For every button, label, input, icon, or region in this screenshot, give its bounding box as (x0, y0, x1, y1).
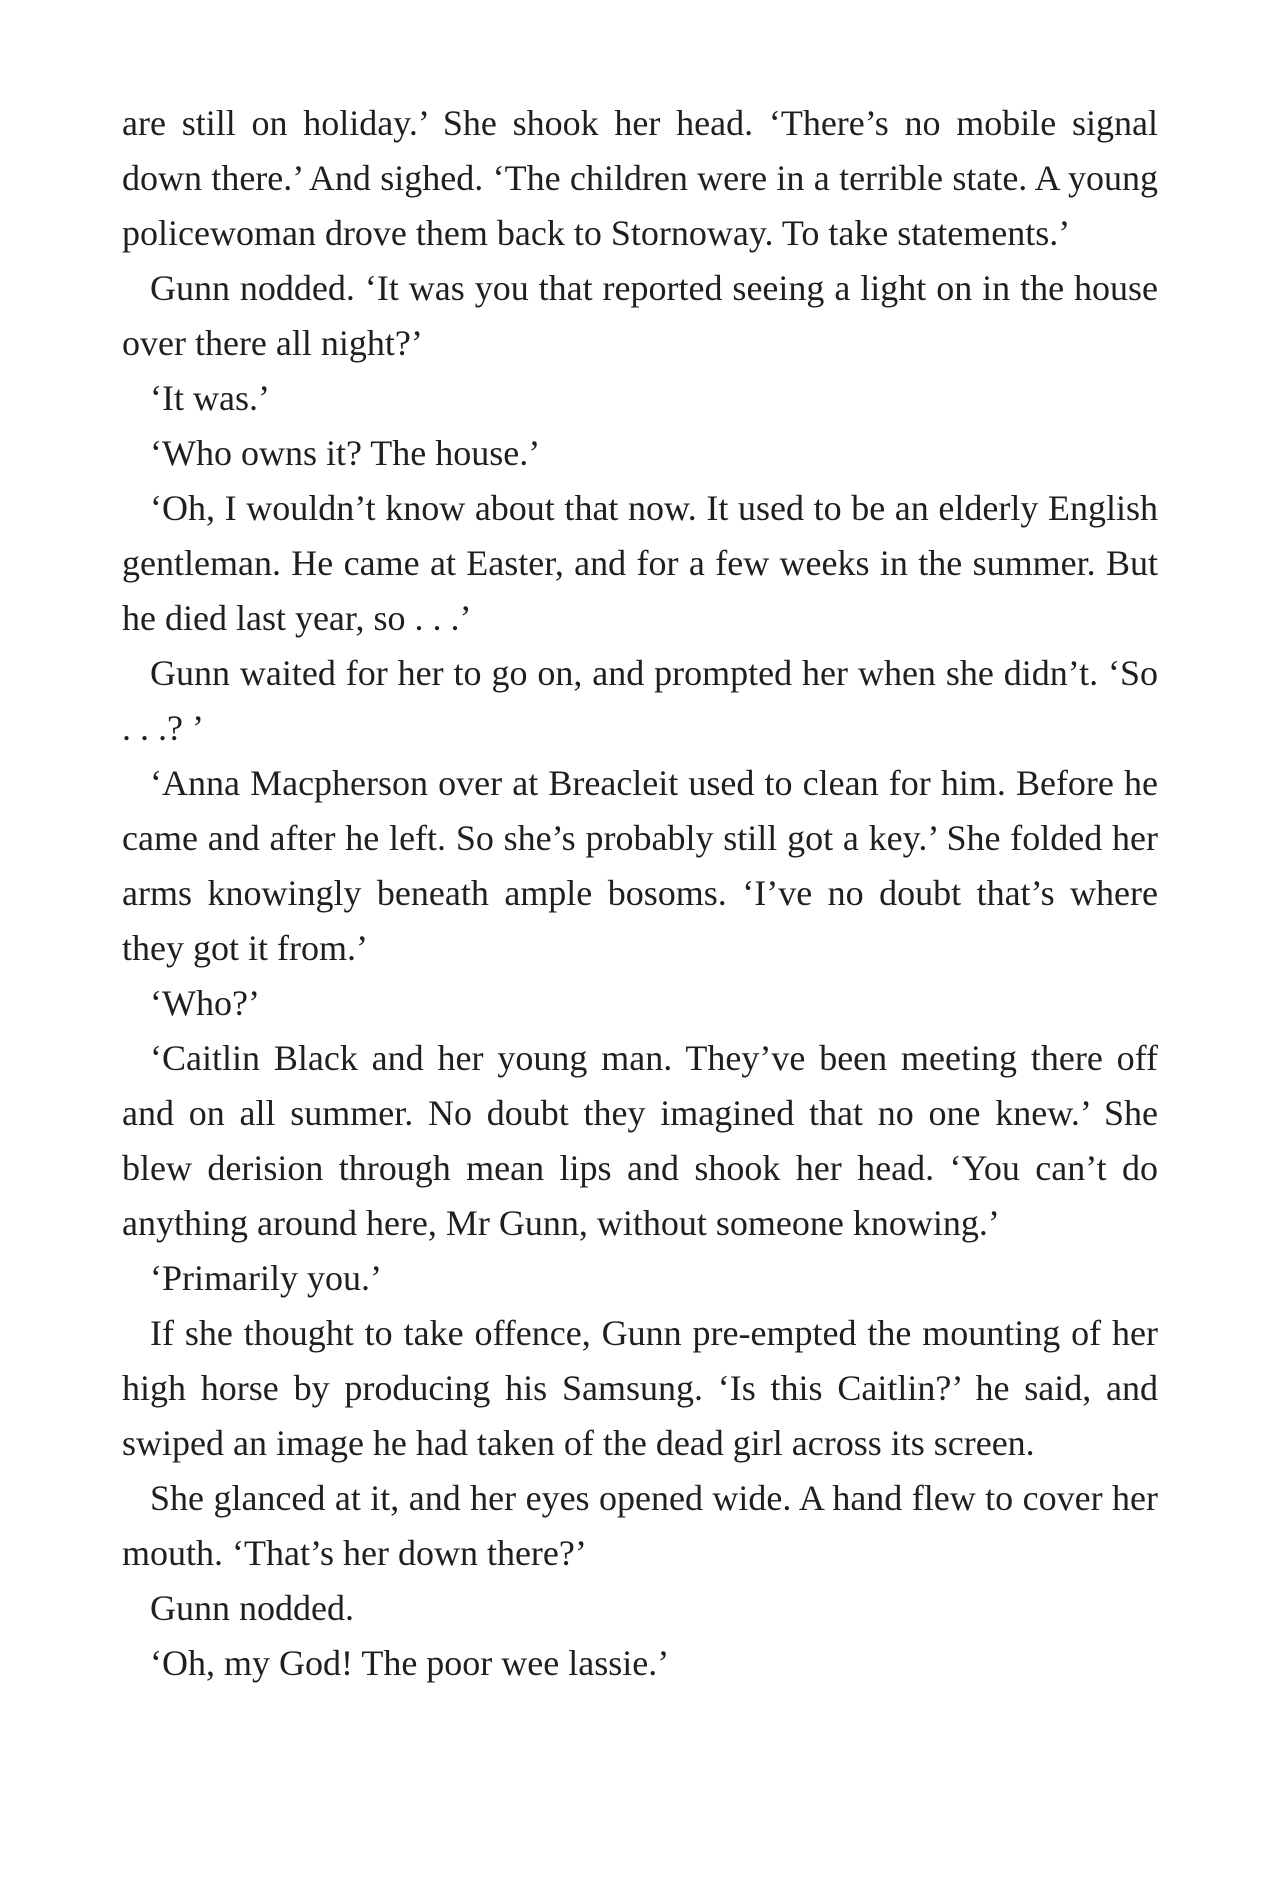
paragraph-6: Gunn waited for her to go on, and prompted her when she didn’t. ‘So . . .? ’ (122, 653, 1158, 748)
paragraph-10: ‘Primarily you.’ (150, 1258, 382, 1298)
book-page (122, 96, 1158, 1691)
paragraph-11: If she thought to take offence, Gunn pre-empted the mounting of her high horse by producing his Samsung. ‘Is this Caitlin?’ he said, and swiped an image he had taken of the dead girl across its screen. (122, 1313, 1158, 1463)
paragraph-5: ‘Oh, I wouldn’t know about that now. It used to be an elderly English gentleman. He came at Easter, and for a few weeks in the summer. But he died last year, so . . .’ (122, 488, 1158, 638)
paragraph-8: ‘Who?’ (150, 983, 260, 1023)
paragraph-14: ‘Oh, my God! The poor wee lassie.’ (150, 1643, 670, 1683)
paragraph-13: Gunn nodded. (150, 1588, 354, 1628)
paragraph-1: are still on holiday.’ She shook her head. ‘There’s no mobile signal down there.’ And sighed. ‘The children were in a terrible state. A young policewoman drove them back to Stornoway. To take statements.’ (122, 103, 1158, 253)
paragraph-9: ‘Caitlin Black and her young man. They’ve been meeting there off and on all summer. No doubt they imagined that no one knew.’ She blew derision through mean lips and shook her head. ‘You can’t do anything around here, Mr Gunn, without someone knowing.’ (122, 1038, 1158, 1243)
paragraph-7: ‘Anna Macpherson over at Breacleit used to clean for him. Before he came and after he left. So she’s probably still got a key.’ She folded her arms knowingly beneath ample bosoms. ‘I’ve no doubt that’s where they got it from.’ (122, 763, 1158, 968)
paragraph-12: She glanced at it, and her eyes opened wide. A hand flew to cover her mouth. ‘That’s her down there?’ (122, 1478, 1158, 1573)
paragraph-3: ‘It was.’ (150, 378, 270, 418)
paragraph-4: ‘Who owns it? The house.’ (150, 433, 541, 473)
paragraph-2: Gunn nodded. ‘It was you that reported seeing a light on in the house over there all night?’ (122, 268, 1158, 363)
